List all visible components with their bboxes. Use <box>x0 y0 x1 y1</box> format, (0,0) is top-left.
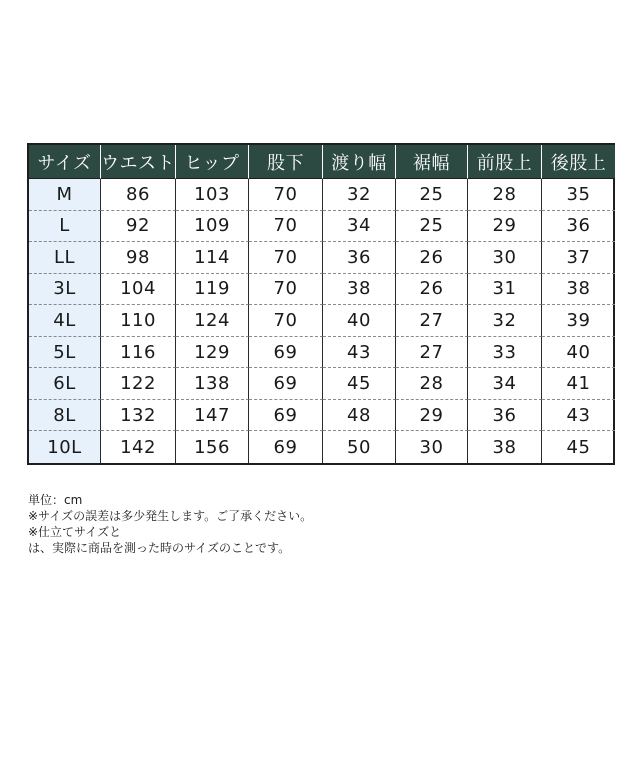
measurement-cell: 30 <box>396 431 468 463</box>
size-label-cell: LL <box>29 242 101 274</box>
size-label-cell: 5L <box>29 337 101 369</box>
column-header: ウエスト <box>101 145 176 179</box>
measurement-cell: 147 <box>176 400 249 432</box>
measurement-cell: 39 <box>542 305 615 337</box>
measurement-cell: 86 <box>101 179 176 211</box>
size-label-cell: 10L <box>29 431 101 463</box>
column-header: サイズ <box>29 145 101 179</box>
measurement-cell: 69 <box>249 400 323 432</box>
measurement-cell: 26 <box>396 242 468 274</box>
measurement-cell: 36 <box>323 242 396 274</box>
size-label-cell: 4L <box>29 305 101 337</box>
measurement-cell: 31 <box>468 274 542 306</box>
measurement-cell: 28 <box>468 179 542 211</box>
measurement-cell: 70 <box>249 211 323 243</box>
measurement-cell: 34 <box>323 211 396 243</box>
measurement-cell: 25 <box>396 179 468 211</box>
measurement-cell: 25 <box>396 211 468 243</box>
measurement-cell: 98 <box>101 242 176 274</box>
measurement-cell: 35 <box>542 179 615 211</box>
size-label-cell: 8L <box>29 400 101 432</box>
measurement-cell: 27 <box>396 305 468 337</box>
measurement-cell: 103 <box>176 179 249 211</box>
measurement-cell: 38 <box>542 274 615 306</box>
column-header: 股下 <box>249 145 323 179</box>
measurement-cell: 29 <box>468 211 542 243</box>
measurement-cell: 129 <box>176 337 249 369</box>
measurement-cell: 45 <box>566 436 591 458</box>
size-label-cell: M <box>29 179 101 211</box>
measurement-cell: 38 <box>323 274 396 306</box>
measurement-cell: 32 <box>468 305 542 337</box>
measurement-cell: 36 <box>468 400 542 432</box>
column-header: 渡り幅 <box>323 145 396 179</box>
size-chart-table <box>27 143 615 465</box>
column-header: ヒップ <box>176 145 249 179</box>
measurement-cell: 33 <box>468 337 542 369</box>
measurement-cell: 132 <box>101 400 176 432</box>
measurement-cell: 138 <box>176 368 249 400</box>
measurement-cell: 41 <box>542 368 615 400</box>
size-label-cell: 3L <box>29 274 101 306</box>
measurement-cell: 114 <box>176 242 249 274</box>
measurement-cell: 69 <box>249 431 323 463</box>
measurement-cell: 124 <box>176 305 249 337</box>
measurement-cell: 26 <box>396 274 468 306</box>
measurement-cell: 37 <box>542 242 615 274</box>
column-header: 後股上 <box>542 145 615 179</box>
measurement-cell: 109 <box>176 211 249 243</box>
column-header: 裾幅 <box>396 145 468 179</box>
size-label-cell: L <box>29 211 101 243</box>
measurement-cell: 110 <box>101 305 176 337</box>
measurement-cell: 48 <box>323 400 396 432</box>
size-label-cell: 6L <box>29 368 101 400</box>
size-notes <box>28 492 312 556</box>
measurement-cell: 104 <box>101 274 176 306</box>
measurement-cell: 40 <box>542 337 615 369</box>
measurement-cell: 30 <box>468 242 542 274</box>
measurement-cell: 28 <box>396 368 468 400</box>
measurement-cell: 36 <box>542 211 615 243</box>
measurement-cell: 50 <box>323 431 396 463</box>
measurement-cell: 156 <box>176 431 249 463</box>
measurement-cell: 70 <box>249 242 323 274</box>
measurement-cell: 70 <box>249 274 323 306</box>
measurement-cell: 92 <box>101 211 176 243</box>
tolerance-note: ※サイズの誤差は多少発生します。ご了承ください。 <box>28 509 313 523</box>
measurement-cell: 142 <box>101 431 176 463</box>
measurement-cell: 122 <box>101 368 176 400</box>
measurement-cell: 43 <box>542 400 615 432</box>
measurement-cell: 69 <box>249 337 323 369</box>
measurement-cell: 69 <box>249 368 323 400</box>
measurement-cell: 32 <box>323 179 396 211</box>
measurement-cell: 27 <box>396 337 468 369</box>
measurement-cell: 45 <box>323 368 396 400</box>
measurement-cell: 40 <box>323 305 396 337</box>
measurement-cell: 70 <box>249 305 323 337</box>
unit-note: 単位：cm <box>28 493 83 507</box>
measurement-cell: 43 <box>323 337 396 369</box>
measurement-cell: 70 <box>249 179 323 211</box>
measurement-cell: 34 <box>468 368 542 400</box>
tailoring-note-line2: は、実際に商品を測った時のサイズのことです。 <box>28 541 291 555</box>
measurement-cell: 29 <box>396 400 468 432</box>
measurement-cell: 116 <box>101 337 176 369</box>
tailoring-note-line1: ※仕立てサイズと <box>28 525 122 539</box>
measurement-cell: 38 <box>468 431 542 463</box>
column-header: 前股上 <box>468 145 542 179</box>
measurement-cell: 119 <box>176 274 249 306</box>
